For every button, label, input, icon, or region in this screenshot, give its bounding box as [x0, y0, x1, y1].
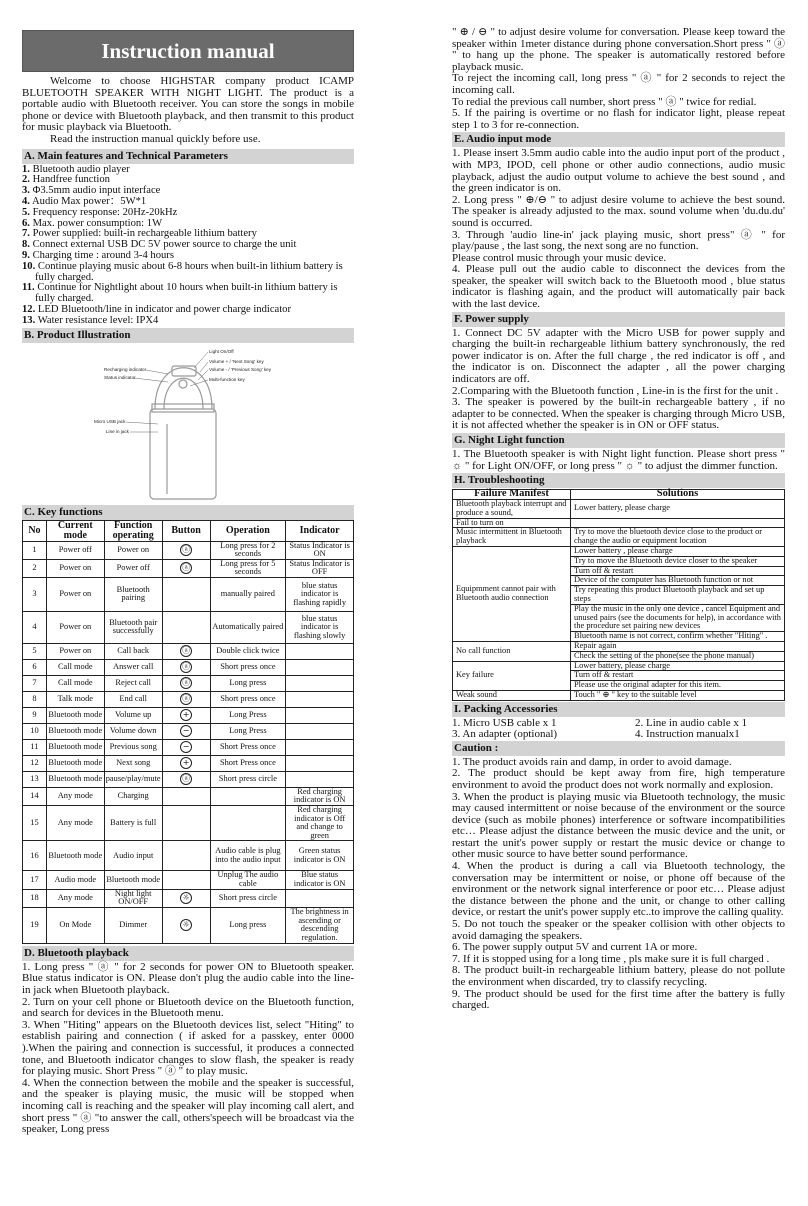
column-header: Indicator: [286, 520, 354, 541]
cell-func: Night light ON/OFF: [104, 889, 162, 907]
cell-no: 2: [23, 559, 47, 577]
caution-item: 3. When the product is playing music via Bluetooth technology, the music may caused intermittent or noise because of the environment or the source device (such as mobile phones) interference or software incompatibilities etc… Please adjust the distance between the music device and the unit, or restart the unit's power supply or restart the music device or change to other music source to have better sound performance.: [452, 790, 785, 861]
paragraph: 1. The Bluetooth speaker is with Night light function. Please short press " ☼ " for Light ON/OFF, or long press " ☼ " to adjust the dimmer function.: [452, 448, 785, 472]
solution-cell: Bluetooth name is not correct, confirm whether "Hiting" .: [571, 632, 785, 642]
table-row: [23, 691, 354, 707]
cell-mode: Bluetooth mode: [46, 739, 104, 755]
cell-mode: Power on: [46, 577, 104, 611]
solution-cell: Lower battery, please charge: [571, 499, 785, 518]
caution-item: 9. The product should be used for the first time after the battery is fully charged.: [452, 987, 785, 1012]
feature-number: 10.: [22, 260, 36, 272]
paragraph: 3. The speaker is powered by the built-in rechargeable battery , if no adapter to be connected. When the speaker is charging through Micro USB, it is not affected whether the speaker is in ON or OFF status.: [452, 396, 785, 432]
cell-ind: [286, 707, 354, 723]
cell-func: Bluetooth pairing: [104, 577, 162, 611]
label-recharge: Recharging indicator: [104, 366, 147, 372]
cell-op: Automatically paired: [210, 611, 286, 643]
right-column: [452, 27, 785, 1012]
cell-no: 4: [23, 611, 47, 643]
solution-cell: Repair again: [571, 641, 785, 651]
table-row: [453, 499, 785, 518]
table-row: [23, 611, 354, 643]
cell-op: Long press: [210, 907, 286, 943]
feature-number: 12.: [22, 303, 36, 315]
button-icon: ☼: [180, 892, 192, 904]
feature-text: Power supplied: built-in rechargeable lithium battery: [32, 228, 257, 240]
cell-func: pause/play/mute: [104, 771, 162, 787]
cell-no: 9: [23, 707, 47, 723]
cell-func: Battery is full: [104, 806, 162, 841]
feature-item: [22, 283, 354, 305]
feature-number: 1.: [22, 163, 30, 175]
paragraph: Please control music through your music device.: [452, 251, 667, 264]
section-b-heading: B. Product Illustration: [22, 328, 354, 343]
solution-cell: Play the music in the only one device , cancel Equipment and unused pairs (see the documents for help), in accordance with the procedure set pairing new devices: [571, 604, 785, 631]
cell-ind: [286, 739, 354, 755]
cell-ind: Red charging indicator is ON: [286, 787, 354, 805]
cell-no: 17: [23, 871, 47, 889]
cell-btn: [162, 787, 210, 805]
feature-text: Connect external USB DC 5V power source to charge the unit: [32, 239, 297, 251]
cell-op: Short Press once: [210, 755, 286, 771]
bluetooth-playback-text: [22, 962, 354, 1136]
table-row: [23, 707, 354, 723]
feature-text: Φ3.5mm audio input interface: [32, 185, 161, 197]
table-row: [453, 690, 785, 700]
cell-ind: Status Indicator is OFF: [286, 559, 354, 577]
cell-mode: Bluetooth mode: [46, 723, 104, 739]
solution-cell: Device of the computer has Bluetooth function or not: [571, 576, 785, 586]
column-header: Button: [162, 520, 210, 541]
cell-op: Long press: [210, 675, 286, 691]
cell-btn: [162, 559, 210, 577]
paragraph: 3. When "Hiting" appears on the Bluetooth devices list, select "Hiting" to establish pairing and connection ( if asked for a passkey, enter 0000 ).When the pairing and connection is successful, it produces a connected tone, and Bluetooth indicator changes to slow flash, the speaker is ready for playing music. Short Press " ⓐ " to play music.: [22, 1018, 354, 1078]
cell-mode: Bluetooth mode: [46, 755, 104, 771]
column-header: No: [23, 520, 47, 541]
cell-no: 7: [23, 675, 47, 691]
solution-cell: Turn off & restart: [571, 671, 785, 681]
cell-mode: Bluetooth mode: [46, 841, 104, 871]
table-row: [23, 889, 354, 907]
caution-text: [452, 757, 785, 1012]
feature-number: 2.: [22, 174, 30, 186]
caution-item: 6. The power supply output 5V and current 1A or more.: [452, 941, 698, 954]
table-row: [23, 871, 354, 889]
feature-text: Charging time : around 3-4 hours: [32, 249, 174, 261]
solution-cell: Check the setting of the phone(see the phone manual): [571, 651, 785, 661]
cell-func: Audio input: [104, 841, 162, 871]
section-f-heading: F. Power supply: [452, 312, 785, 327]
paragraph: 5. If the pairing is overtime or no flash for indicator light, please repeat step 1 to 3 for re-connection.: [452, 107, 785, 131]
feature-number: 7.: [22, 228, 30, 240]
feature-item: [22, 262, 354, 284]
label-multi: Multi-function key: [209, 376, 245, 382]
caution-item: 2. The product should be kept away from fire, high temperature environment to avoid the product does not work normally and explosion.: [452, 767, 785, 791]
paragraph: To redial the previous call number, short press " ⓐ " twice for redial.: [452, 95, 757, 108]
cell-no: 11: [23, 739, 47, 755]
cell-mode: Power on: [46, 611, 104, 643]
label-linein: Line in jack: [106, 428, 129, 434]
cell-ind: [286, 643, 354, 659]
cell-op: Short press circle: [210, 771, 286, 787]
section-h-heading: H. Troubleshooting: [452, 473, 785, 488]
button-icon: ⓐ: [182, 678, 191, 688]
section-i-heading: I. Packing Accessories: [452, 702, 785, 717]
accessory-item: 4. Instruction manualx1: [635, 727, 740, 740]
cell-op: Long Press: [210, 707, 286, 723]
paragraph: 4. When the connection between the mobile and the speaker is successful, and the speaker is playing music, the music will be stopped when incoming call is reaching and the speaker will play incoming call alert, and short press " ⓐ "to answer the call, others'speech will be broadcast via the speaker, Long press: [22, 1076, 354, 1136]
accessory-item: 2. Line in audio cable x 1: [635, 716, 748, 729]
failure-cell: Equipmment cannot pair with Bluetooth audio connection: [453, 546, 571, 641]
cell-func: Volume down: [104, 723, 162, 739]
audio-input-text: [452, 148, 785, 310]
cell-btn: [162, 841, 210, 871]
solution-cell: Try to move the bluetooth device close to the product or change the audio or equipment location: [571, 528, 785, 547]
paragraph: 2.Comparing with the Bluetooth function , Line-in is the first for the unit .: [452, 384, 779, 397]
column-header: Operation: [210, 520, 286, 541]
cell-no: 10: [23, 723, 47, 739]
table-row: [23, 659, 354, 675]
solution-cell: Touch " ⊕ " key to the suitable level: [571, 690, 785, 700]
cell-btn: [162, 541, 210, 559]
paragraph: 3. Through 'audio line-in' jack playing music, short press" ⓐ " for play/pause , the last song, the next song are no function.: [452, 228, 785, 253]
cell-btn: [162, 755, 210, 771]
button-icon: ⓐ: [182, 545, 191, 555]
cell-mode: Power on: [46, 559, 104, 577]
button-icon: ⓐ: [182, 646, 191, 656]
cell-no: 8: [23, 691, 47, 707]
label-vol-up: Volume + / 'Next Song' key: [209, 358, 264, 364]
feature-text: Handfree function: [32, 174, 110, 186]
cell-mode: Power off: [46, 541, 104, 559]
section-d-heading: D. Bluetooth playback: [22, 946, 354, 961]
column-header: Failure Manifest: [453, 490, 571, 500]
cell-mode: Call mode: [46, 659, 104, 675]
cell-no: 14: [23, 787, 47, 805]
cell-op: Short press circle: [210, 889, 286, 907]
feature-text: Max. power consumption: 1W: [32, 217, 163, 229]
cell-ind: [286, 723, 354, 739]
cell-op: [210, 787, 286, 805]
cell-mode: On Mode: [46, 907, 104, 943]
column-header: Solutions: [571, 490, 785, 500]
caution-heading: Caution :: [452, 741, 785, 756]
table-row: [23, 675, 354, 691]
cell-ind: Green status indicator is ON: [286, 841, 354, 871]
solution-cell: Turn off & restart: [571, 566, 785, 576]
cell-op: Double click twice: [210, 643, 286, 659]
cell-no: 19: [23, 907, 47, 943]
cell-op: Short Press once: [210, 739, 286, 755]
cell-ind: Red charging indicator is Off and change to green: [286, 806, 354, 841]
cell-no: 15: [23, 806, 47, 841]
paragraph: " ⊕ / ⊖ " to adjust desire volume for conversation. Please keep toward the speaker within 1meter distance during phone conversation.Short press " ⓐ " to hang up the phone. The speaker is automatically restored before playback music.: [452, 26, 785, 73]
cell-func: Reject call: [104, 675, 162, 691]
table-row: [23, 643, 354, 659]
cell-no: 1: [23, 541, 47, 559]
button-icon: −: [180, 725, 192, 737]
night-light-text: [452, 449, 785, 472]
paragraph: 1. Connect DC 5V adapter with the Micro USB for power supply and charging the built-in rechargeable lithium battery synchronously, the red power indicator is on. After the full charge , the red indicator is off , and the indicator is on. Disconnect the adapter , all the power charging indicators are off.: [452, 326, 785, 386]
cell-func: Power on: [104, 541, 162, 559]
feature-text: Audio Max power：5W*1: [32, 195, 147, 207]
call-instructions-text: [452, 27, 785, 131]
accessory-item: 1. Micro USB cable x 1: [452, 716, 557, 729]
cell-no: 6: [23, 659, 47, 675]
feature-number: 6.: [22, 217, 30, 229]
cell-btn: [162, 611, 210, 643]
feature-number: 9.: [22, 249, 30, 261]
cell-mode: Power on: [46, 643, 104, 659]
cell-btn: [162, 907, 210, 943]
accessory-item: 3. An adapter (optional): [452, 727, 558, 740]
failure-cell: Key failure: [453, 661, 571, 690]
cell-btn: [162, 707, 210, 723]
cell-op: Short press once: [210, 659, 286, 675]
cell-btn: [162, 871, 210, 889]
failure-cell: No call function: [453, 641, 571, 661]
cell-func: Power off: [104, 559, 162, 577]
cell-func: Dimmer: [104, 907, 162, 943]
caution-item: 4. When the product is during a call via Bluetooth technology, the conversation may be intermittent or noise, or phone off because of the environment or the network signal interference or poor etc… Please adjust the distance between the phone and the unit, or change to other calling device, or restart the unit's power supply etc..to improve the calling quality.: [452, 860, 785, 919]
cell-ind: blue status indicator is flashing rapidly: [286, 577, 354, 611]
cell-op: Audio cable is plug into the audio input: [210, 841, 286, 871]
feature-text: LED Bluetooth/line in indicator and power charge indicator: [37, 303, 292, 315]
cell-mode: Audio mode: [46, 871, 104, 889]
column-header: Function operating: [104, 520, 162, 541]
paragraph: 2. Turn on your cell phone or Bluetooth device on the Bluetooth function, and search for devices in the Bluetooth menu.: [22, 995, 354, 1020]
power-supply-text: [452, 328, 785, 432]
label-usb: Micro USB jack: [94, 418, 126, 424]
table-row: [23, 787, 354, 805]
column-header: Current mode: [46, 520, 104, 541]
label-vol-down: Volume - / 'Previous Song' key: [209, 366, 272, 372]
cell-no: 12: [23, 755, 47, 771]
button-icon: +: [180, 709, 192, 721]
cell-op: Short press once: [210, 691, 286, 707]
feature-text: Water resistance level: IPX4: [37, 314, 159, 326]
label-status: Status indicator: [104, 374, 136, 380]
cell-func: Bluetooth mode: [104, 871, 162, 889]
paragraph: 2. Long press " ⊕/⊖ " to adjust desire volume to achieve the best sound. The speaker is already adjusted to the max. sound volume when 'du.du.du' sound is occurred.: [452, 193, 785, 229]
failure-cell: Music intermittent in Bluetooth playback: [453, 528, 571, 547]
cell-func: Answer call: [104, 659, 162, 675]
caution-item: 7. If it is stopped using for a long time , pls make sure it is full charged .: [452, 952, 770, 965]
table-row: [23, 771, 354, 787]
table-row: [23, 739, 354, 755]
button-icon: ⓐ: [182, 662, 191, 672]
cell-ind: blue status indicator is flashing slowly: [286, 611, 354, 643]
cell-func: End call: [104, 691, 162, 707]
feature-text: Continue playing music about 6-8 hours when built-in lithium battery is fully charged.: [35, 260, 343, 283]
cell-btn: [162, 723, 210, 739]
cell-func: Next song: [104, 755, 162, 771]
cell-func: Charging: [104, 787, 162, 805]
table-row: [23, 541, 354, 559]
failure-cell: Weak sound: [453, 690, 571, 700]
cell-btn: [162, 806, 210, 841]
table-row: [23, 559, 354, 577]
solution-cell: Try repeating this product Bluetooth playback and set up steps: [571, 586, 785, 605]
button-icon: ☼: [180, 919, 192, 931]
cell-mode: Talk mode: [46, 691, 104, 707]
cell-op: Long press for 2 seconds: [210, 541, 286, 559]
paragraph: 1. Please insert 3.5mm audio cable into the audio input port of the product , with MP3, IPOD, cell phone or other audio connections, audio music playback, adjust the audio output volume to achieve the best sound , and the green indicator is on.: [452, 147, 785, 195]
failure-cell: Fail to turn on: [453, 518, 571, 528]
cell-ind: [286, 755, 354, 771]
accessories-row-2: [452, 729, 785, 740]
label-light: Light On/Off: [209, 348, 234, 354]
troubleshooting-table: [452, 489, 785, 701]
caution-item: 8. The product built-in rechargeable lithium battery, please do not pollute the environment when discarded, try to classify recycling.: [452, 964, 785, 988]
feature-number: 3.: [22, 185, 30, 197]
cell-btn: [162, 659, 210, 675]
cell-op: Long press for 5 seconds: [210, 559, 286, 577]
cell-no: 5: [23, 643, 47, 659]
key-functions-table: [22, 520, 354, 944]
table-row: [23, 723, 354, 739]
cell-op: manually paired: [210, 577, 286, 611]
feature-number: 13.: [22, 314, 36, 326]
table-row: [23, 577, 354, 611]
cell-btn: [162, 643, 210, 659]
table-row: [453, 641, 785, 651]
button-icon: ⓐ: [182, 774, 191, 784]
feature-text: Continue for Nightlight about 10 hours when built-in lithium battery is fully charged.: [35, 282, 338, 305]
section-e-heading: E. Audio input mode: [452, 132, 785, 147]
feature-text: Frequency response: 20Hz-20kHz: [32, 206, 178, 218]
feature-text: Bluetooth audio player: [32, 163, 130, 175]
paragraph: 1. Long press " ⓐ " for 2 seconds for power ON to Bluetooth speaker. Blue status indicator is ON. Please don't plug the audio cable into the line- in jack when Bluetooth playback.: [22, 960, 354, 997]
button-icon: −: [180, 741, 192, 753]
left-column: [22, 76, 354, 1136]
cell-ind: [286, 675, 354, 691]
button-icon: ⓐ: [182, 563, 191, 573]
cell-ind: The brightness in ascending or descending regulation.: [286, 907, 354, 943]
section-c-heading: C. Key functions: [22, 505, 354, 520]
cell-mode: Any mode: [46, 806, 104, 841]
section-g-heading: G. Night Light function: [452, 433, 785, 448]
caution-item: 5. Do not touch the speaker or the speaker collision with other objects to avoid damaging the speakers.: [452, 918, 785, 942]
cell-btn: [162, 889, 210, 907]
cell-ind: [286, 771, 354, 787]
cell-func: Previous song: [104, 739, 162, 755]
paragraph: To reject the incoming call, long press " ⓐ " for 2 seconds to reject the incoming call.: [452, 72, 785, 96]
table-row: [23, 907, 354, 943]
feature-number: 11.: [22, 282, 35, 294]
cell-func: Volume up: [104, 707, 162, 723]
cell-func: Bluetooth pair successfully: [104, 611, 162, 643]
cell-no: 3: [23, 577, 47, 611]
cell-ind: [286, 691, 354, 707]
cell-no: 16: [23, 841, 47, 871]
cell-mode: Bluetooth mode: [46, 771, 104, 787]
cell-btn: [162, 577, 210, 611]
cell-mode: Call mode: [46, 675, 104, 691]
failure-cell: Bluetooth playback interrupt and produce a sound,: [453, 499, 571, 518]
cell-mode: Bluetooth mode: [46, 707, 104, 723]
button-icon: +: [180, 757, 192, 769]
cell-op: Long Press: [210, 723, 286, 739]
feature-number: 4.: [22, 195, 30, 207]
button-icon: ⓐ: [182, 694, 191, 704]
intro-note: Read the instruction manual quickly before use.: [50, 132, 261, 145]
cell-ind: [286, 889, 354, 907]
cell-btn: [162, 691, 210, 707]
feature-number: 8.: [22, 239, 30, 251]
cell-mode: Any mode: [46, 889, 104, 907]
table-row: [453, 528, 785, 547]
cell-btn: [162, 771, 210, 787]
table-row: [23, 841, 354, 871]
feature-item: [22, 316, 354, 327]
cell-op: Unplug The audio cable: [210, 871, 286, 889]
table-row: [23, 806, 354, 841]
cell-no: 13: [23, 771, 47, 787]
cell-ind: Blue status indicator is ON: [286, 871, 354, 889]
solution-cell: Please use the original adapter for this item.: [571, 681, 785, 691]
cell-ind: [286, 659, 354, 675]
table-row: [453, 546, 785, 556]
table-row: [23, 755, 354, 771]
features-list: [22, 165, 354, 327]
caution-item: 1. The product avoids rain and damp, in order to avoid damage.: [452, 755, 732, 768]
speaker-drawing: [22, 344, 354, 504]
section-a-heading: A. Main features and Technical Parameters: [22, 149, 354, 164]
cell-ind: Status Indicator is ON: [286, 541, 354, 559]
cell-btn: [162, 739, 210, 755]
page-title: Instruction manual: [22, 30, 354, 72]
paragraph: 4. Please pull out the audio cable to disconnect the devices from the speaker, the speaker will switch back to the Bluetooth mood , blue status indicator is flashing again, and the product will automatically pair back with the last device.: [452, 263, 785, 311]
cell-func: Call back: [104, 643, 162, 659]
cell-op: [210, 806, 286, 841]
solution-cell: Lower battery , please charge: [571, 546, 785, 556]
cell-btn: [162, 675, 210, 691]
solution-cell: Try to move the Bluetooth device closer to the speaker: [571, 556, 785, 566]
feature-number: 5.: [22, 206, 30, 218]
product-illustration: [22, 344, 354, 504]
solution-cell: Lower battery, please charge: [571, 661, 785, 671]
cell-mode: Any mode: [46, 787, 104, 805]
intro-paragraph: Welcome to choose HIGHSTAR company product ICAMP BLUETOOTH SPEAKER WITH NIGHT LIGHT. The product is a portable audio with Bluetooth receiver. You can store the songs in mobile phone or device with Bluetooth playback, and then transmit to this product for music playback via Bluetooth.: [22, 75, 354, 134]
cell-no: 18: [23, 889, 47, 907]
